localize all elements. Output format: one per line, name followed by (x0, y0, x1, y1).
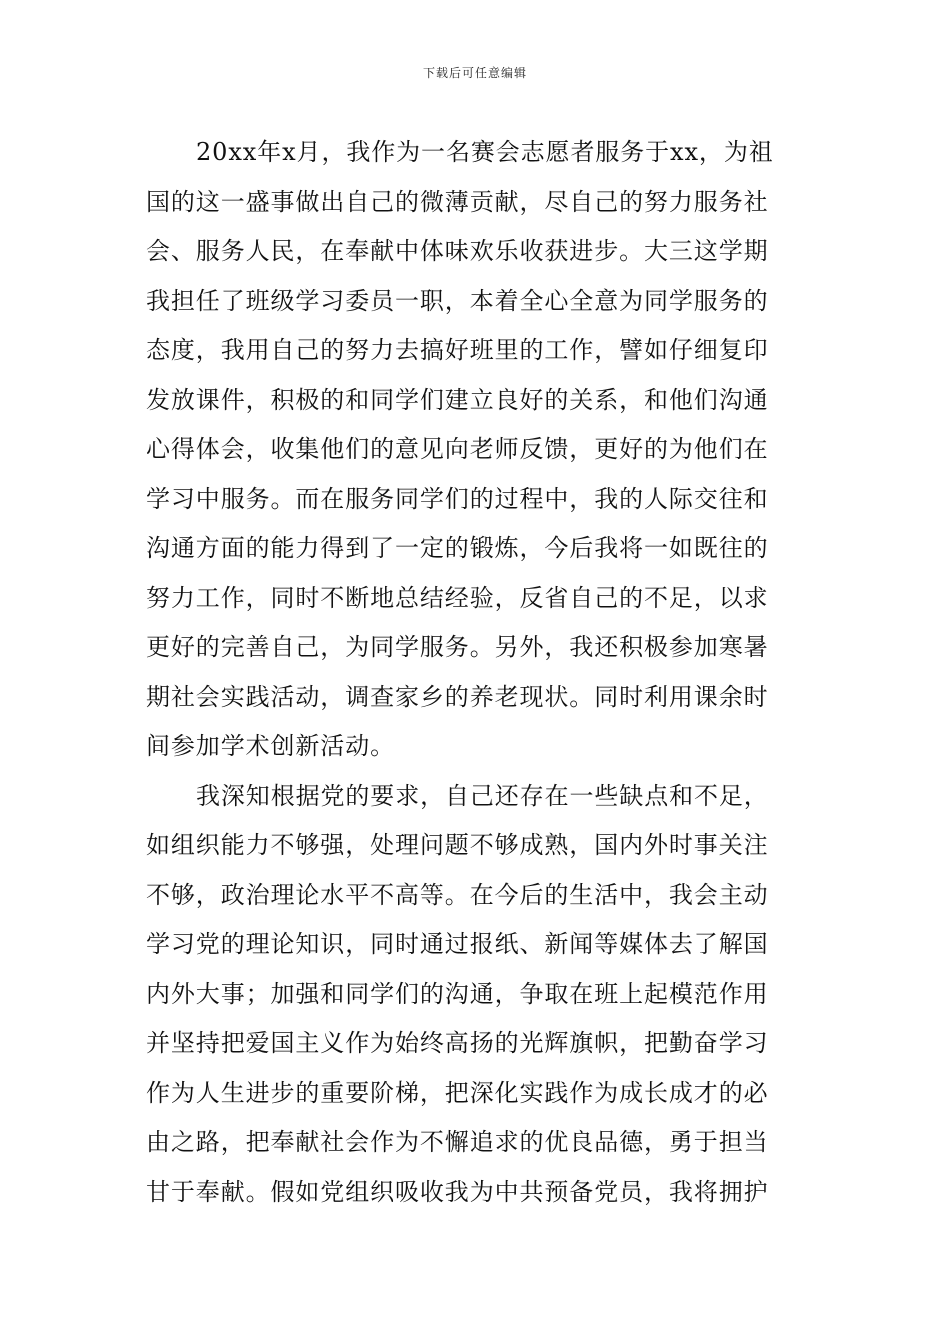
paragraph-2 (146, 772, 808, 1218)
text-line: 作为人生进步的重要阶梯，把深化实践作为成长成才的必 (146, 1078, 769, 1107)
text-line: 国的这一盛事做出自己的微薄贡献，尽自己的努力服务社 (146, 187, 769, 216)
paragraph-1 (146, 128, 808, 772)
text-line: 内外大事；加强和同学们的沟通，争取在班上起模范作用 (146, 979, 769, 1008)
text-line: 由之路，把奉献社会作为不懈追求的优良品德，勇于担当 (146, 1128, 769, 1156)
text-line: 我深知根据党的要求，自己还存在一些缺点和不足， (196, 781, 769, 810)
document-body (146, 128, 808, 1217)
text-line: 发放课件，积极的和同学们建立良好的关系，和他们沟通 (146, 385, 769, 414)
text-line: 如组织能力不够强，处理问题不够成熟，国内外时事关注 (146, 831, 769, 859)
text-line: 甘于奉献。假如党组织吸收我为中共预备党员，我将拥护 (146, 1177, 769, 1206)
text-line: 20xx年x月，我作为一名赛会志愿者服务于xx，为祖 (196, 138, 774, 166)
text-line: 间参加学术创新活动。 (146, 732, 395, 760)
text-line: 不够，政治理论水平不高等。在今后的生活中，我会主动 (146, 880, 769, 909)
text-line: 态度，我用自己的努力去搞好班里的工作，譬如仔细复印 (146, 336, 769, 364)
text-line: 努力工作，同时不断地总结经验，反省自己的不足，以求 (146, 583, 769, 612)
page-header: 下载后可任意编辑 (422, 66, 527, 80)
text-line: 学习中服务。而在服务同学们的过程中，我的人际交往和 (146, 484, 769, 513)
text-line: 我担任了班级学习委员一职，本着全心全意为同学服务的 (146, 286, 769, 315)
text-line: 会、服务人民，在奉献中体味欢乐收获进步。大三这学期 (146, 237, 769, 265)
text-line: 并坚持把爱国主义作为始终高扬的光辉旗帜，把勤奋学习 (146, 1029, 769, 1057)
text-line: 心得体会，收集他们的意见向老师反馈，更好的为他们在 (146, 435, 769, 463)
text-line: 沟通方面的能力得到了一定的锻炼，今后我将一如既往的 (146, 534, 769, 562)
text-line: 期社会实践活动，调查家乡的养老现状。同时利用课余时 (146, 682, 769, 711)
text-line: 更好的完善自己，为同学服务。另外，我还积极参加寒暑 (146, 633, 769, 661)
text-line: 学习党的理论知识，同时通过报纸、新闻等媒体去了解国 (146, 930, 769, 958)
